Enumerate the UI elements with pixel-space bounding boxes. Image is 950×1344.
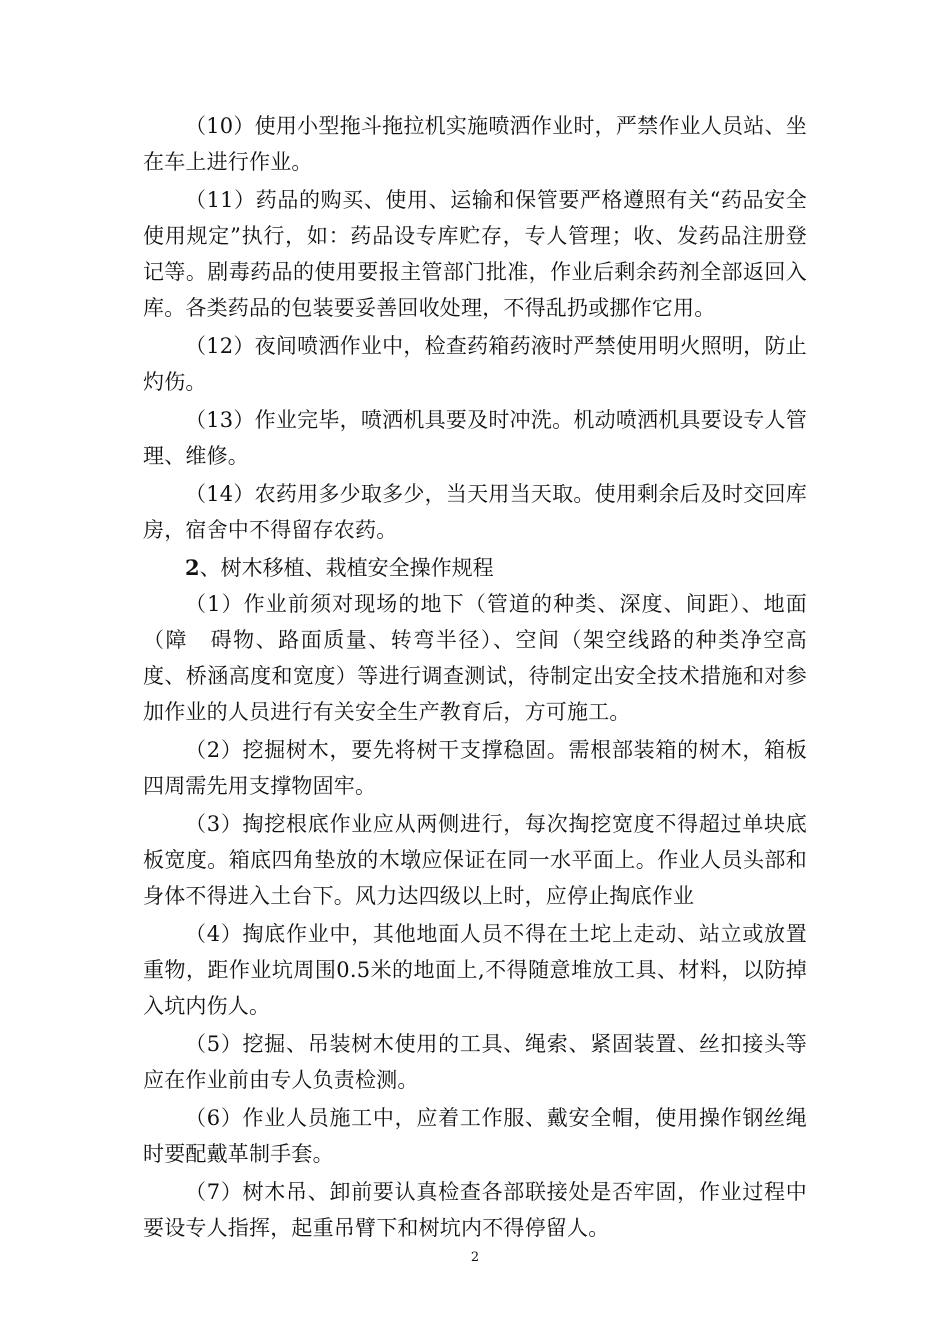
paragraph-item-4: （4）掏底作业中，其他地面人员不得在土坨上走动、站立或放置重物，距作业坑周围0.5米的地面上,不得随意堆放工具、材料，以防掉入坑内伤人。 <box>143 922 807 1018</box>
section-heading-title: 、树木移植、栽植安全操作规程 <box>199 556 494 580</box>
paragraph-item-2: （2）挖掘树木，要先将树干支撑稳固。需根部装箱的树木，箱板四周需先用支撑物固牢。 <box>143 738 807 798</box>
paragraph-item-14: （14）农药用多少取多少，当天用当天取。使用剩余后及时交回库房，宿舍中不得留存农药。 <box>143 482 807 542</box>
document-body <box>143 108 807 1246</box>
section-heading-number: 2 <box>185 555 200 580</box>
paragraph-item-3: （3）掏挖根底作业应从两侧进行，每次掏挖宽度不得超过单块底板宽度。箱底四角垫放的木墩应保证在同一水平面上。作业人员头部和身体不得进入土台下。风力达四级以上时，应停止掏底作业 <box>143 812 807 908</box>
page-number: 2 <box>470 1250 480 1265</box>
section-heading <box>143 550 807 586</box>
paragraph-item-6: （6）作业人员施工中，应着工作服、戴安全帽，使用操作钢丝绳时要配戴革制手套。 <box>143 1106 807 1166</box>
paragraph-item-12: （12）夜间喷洒作业中，检查药箱药液时严禁使用明火照明，防止灼伤。 <box>143 334 807 394</box>
paragraph-item-1: （1）作业前须对现场的地下（管道的种类、深度、间距）、地面（障 碍物、路面质量、转弯半径）、空间（架空线路的种类净空高度、桥涵高度和宽度）等进行调查测试，待制定出安全技术措施和对参加作业的人员进行有关安全生产教育后，方可施工。 <box>143 592 807 724</box>
paragraph-item-11: （11）药品的购买、使用、运输和保管要严格遵照有关“药品安全使用规定”执行，如：药品设专库贮存，专人管理；收、发药品注册登记等。剧毒药品的使用要报主管部门批准，作业后剩余药剂全部返回入库。各类药品的包装要妥善回收处理，不得乱扔或挪作它用。 <box>143 188 807 320</box>
paragraph-item-10: （10）使用小型拖斗拖拉机实施喷洒作业时，严禁作业人员站、坐在车上进行作业。 <box>143 114 807 174</box>
paragraph-item-5: （5）挖掘、吊装树木使用的工具、绳索、紧固装置、丝扣接头等应在作业前由专人负责检测。 <box>143 1032 807 1092</box>
paragraph-item-13: （13）作业完毕，喷洒机具要及时冲洗。机动喷洒机具要设专人管理、维修。 <box>143 408 807 468</box>
paragraph-item-7: （7）树木吊、卸前要认真检查各部联接处是否牢固，作业过程中要设专人指挥，起重吊臂下和树坑内不得停留人。 <box>143 1180 807 1240</box>
